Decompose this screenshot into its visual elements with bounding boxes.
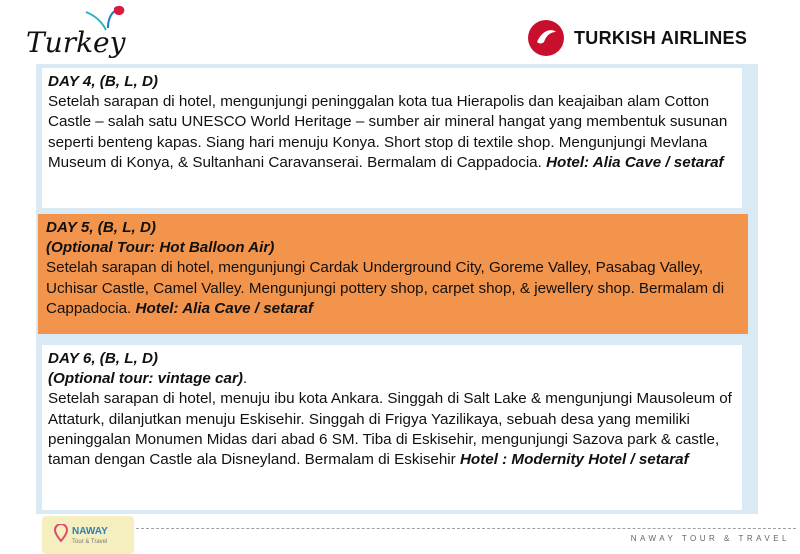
day-title: DAY 5, (B, L, D) [46, 219, 156, 236]
turkey-logo-text: Turkey [26, 26, 126, 59]
day-5-card [38, 214, 748, 334]
turkish-airlines-bird-icon [528, 20, 564, 56]
day-4-card [42, 68, 742, 208]
optional-tour: (Optional tour: vintage car) [48, 370, 243, 388]
turkish-airlines-logo [528, 20, 747, 56]
day-title: DAY 6, (B, L, D) [48, 350, 158, 367]
day-body: Setelah sarapan di hotel, mengunjungi Cardak Underground City, Goreme Valley, Pasabag Valley, Uchisar Castle, Camel Valley. Mengunjungi pottery shop, carpet shop, & jewellery shop. Bermalam di Cappadocia. [46, 259, 725, 317]
footer-company: NAWAY TOUR & TRAVEL [630, 534, 790, 543]
optional-tour-line [48, 369, 736, 389]
day-description [46, 258, 742, 319]
day-description [48, 389, 736, 470]
day-body: Setelah sarapan di hotel, menuju ibu kota Ankara. Singgah di Salt Lake & mengunjungi Mausoleum of Attaturk, dilanjutkan menuju Eskisehir. Singgah di Frigya Yazilikaya, sebuah desa yang memiliki peninggalan Monumen Midas dari abad 6 SM. Tiba di Eskisehir, mengunjungi Sazova park & castle, taman dengan Castle ala Disneyland. Bermalam di Eskisehir [48, 390, 732, 469]
airline-name: TURKISH AIRLINES [574, 27, 748, 48]
day-body: Setelah sarapan di hotel, mengunjungi peninggalan kota tua Hierapolis dan keajaiban alam Cotton Castle – salah satu UNESCO World Heritage – sumber air mineral hangat yang membentuk susunan seperti benteng kapas. Siang hari menuju Konya. Short stop di textile shop. Mengunjungi Mevlana Museum di Konya, & Sultanhani Caravanserai. Bermalam di Cappadocia. [48, 93, 728, 171]
naway-logo [42, 516, 134, 554]
hotel-info: Hotel: Alia Cave / setaraf [135, 299, 314, 317]
header [0, 0, 800, 66]
day-6-card [42, 345, 742, 510]
footer-divider [136, 528, 796, 529]
hotel-info: Hotel: Alia Cave / setaraf [546, 153, 724, 171]
optional-suffix: . [242, 370, 248, 388]
optional-tour: (Optional Tour: Hot Balloon Air) [46, 239, 275, 257]
hotel-info: Hotel : Modernity Hotel / setaraf [459, 451, 689, 469]
map-pin-icon [54, 524, 68, 542]
turkey-logo [20, 4, 135, 64]
naway-logo-name: NAWAY [72, 526, 108, 537]
day-description [48, 92, 736, 173]
naway-logo-sub: Tour & Travel [72, 539, 108, 545]
day-title: DAY 4, (B, L, D) [48, 73, 158, 90]
